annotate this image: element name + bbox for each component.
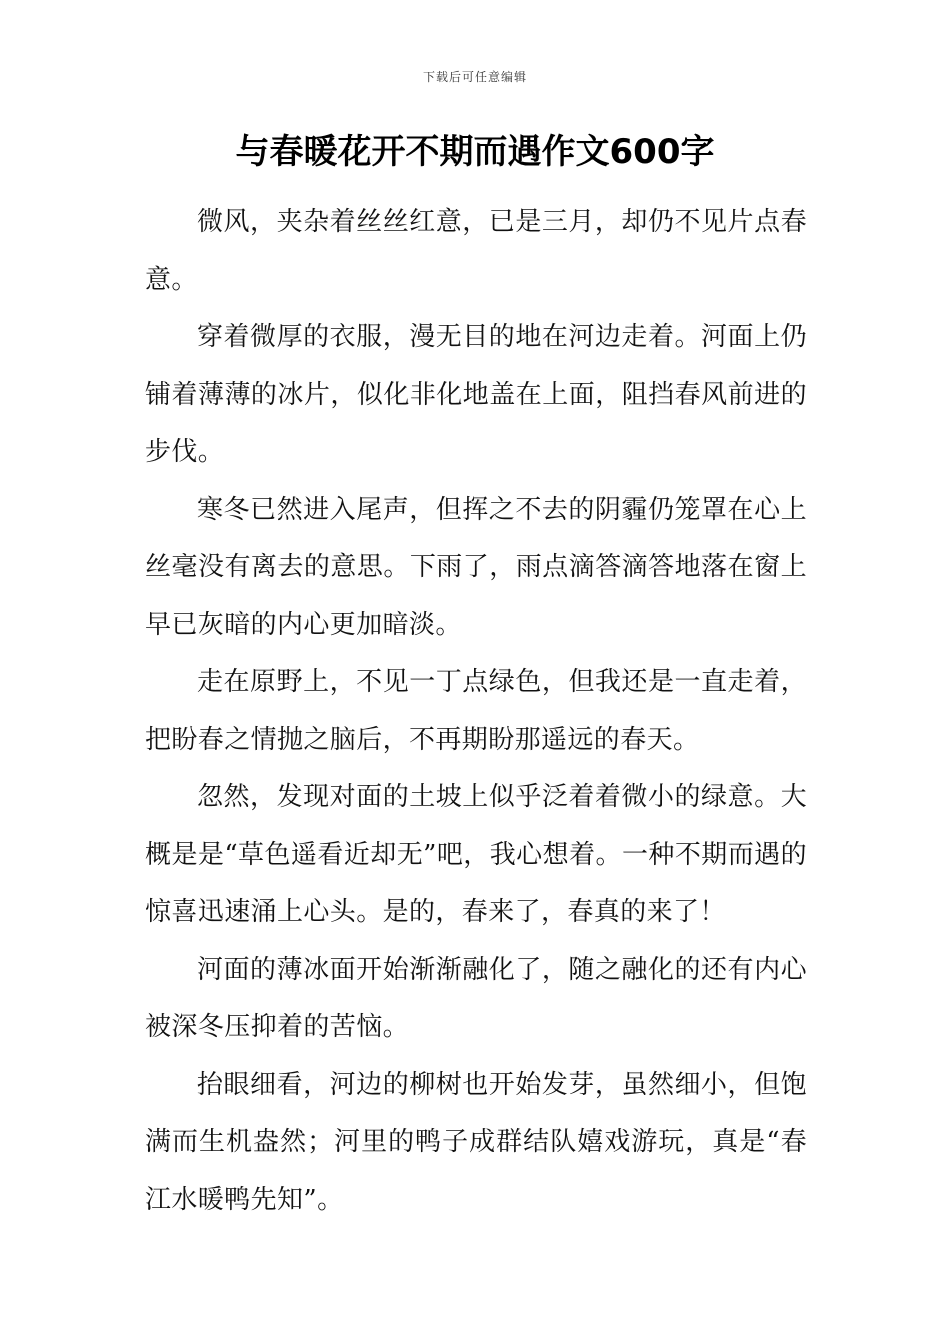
page-title: 与春暖花开不期而遇作文600字 [235, 132, 715, 172]
header-note: 下载后可任意编辑 [422, 70, 527, 84]
paragraph-6: 河面的薄冰面开始渐渐融化了，随之融化的还有内心被深冬压抑着的苦恼。 [145, 954, 807, 1042]
paragraph-4: 走在原野上，不见一丁点绿色，但我还是一直走着，把盼春之情抛之脑后，不再期盼那遥远的春天。 [145, 667, 807, 755]
paragraph-7: 抬眼细看，河边的柳树也开始发芽，虽然细小，但饱满而生机盎然；河里的鸭子成群结队嬉戏游玩，真是“春江水暖鸭先知”。 [145, 1069, 807, 1215]
paragraph-5: 忽然，发现对面的土坡上似乎泛着着微小的绿意。大概是是“草色遥看近却无”吧，我心想着。一种不期而遇的惊喜迅速涌上心头。是的，春来了，春真的来了！ [145, 782, 807, 927]
essay-body [145, 194, 807, 1229]
paragraph-3: 寒冬已然进入尾声，但挥之不去的阴霾仍笼罩在心上丝毫没有离去的意思。下雨了，雨点滴答滴答地落在窗上早已灰暗的内心更加暗淡。 [145, 494, 807, 640]
paragraph-2: 穿着微厚的衣服，漫无目的地在河边走着。河面上仍铺着薄薄的冰片，似化非化地盖在上面，阻挡春风前进的步伐。 [145, 322, 807, 467]
paragraph-1: 微风，夹杂着丝丝红意，已是三月，却仍不见片点春意。 [145, 207, 807, 295]
